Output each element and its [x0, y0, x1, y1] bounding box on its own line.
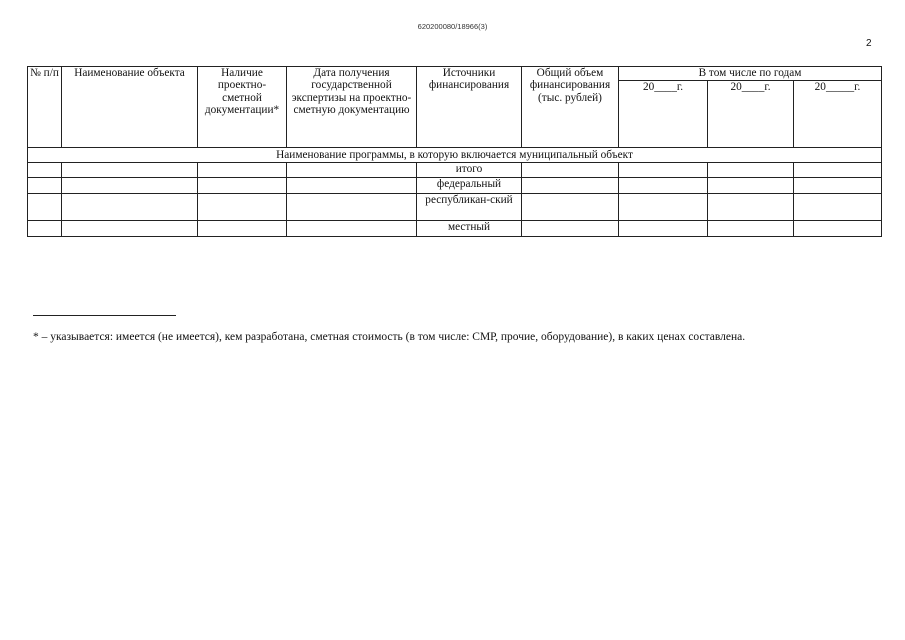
source-republican: республикан-ский — [417, 194, 522, 221]
header-design-docs: Наличие проектно-сметной документации* — [198, 67, 287, 148]
header-num: № п/п — [28, 67, 62, 148]
header-expertise-date: Дата получения государственной экспертизы на проектно-сметную документацию — [287, 67, 417, 148]
table-row — [28, 194, 882, 221]
header-total-funding: Общий объем финансирования (тыс. рублей) — [522, 67, 619, 148]
source-federal: федеральный — [417, 178, 522, 194]
header-year-3: 20_____г. — [794, 80, 882, 148]
header-funding-sources: Источники финансирования — [417, 67, 522, 148]
source-local: местный — [417, 221, 522, 237]
header-year-1: 20____г. — [619, 80, 708, 148]
financing-table — [27, 66, 882, 237]
footnote-text: * – указывается: имеется (не имеется), кем разработана, сметная стоимость (в том числе: СМР, прочие, оборудование), в каких ценах составлена. — [33, 331, 746, 343]
table-row — [28, 221, 882, 237]
program-name-row: Наименование программы, в которую включается муниципальный объект — [28, 148, 882, 163]
page-number: 2 — [866, 38, 872, 49]
header-object-name: Наименование объекта — [62, 67, 198, 148]
source-total: итого — [417, 163, 522, 178]
header-year-2: 20____г. — [708, 80, 794, 148]
table-row — [28, 163, 882, 178]
header-years-group: В том числе по годам — [619, 67, 882, 81]
table-row — [28, 178, 882, 194]
document-id: 620200080/18966(3) — [417, 22, 488, 31]
footnote-divider — [33, 315, 176, 316]
